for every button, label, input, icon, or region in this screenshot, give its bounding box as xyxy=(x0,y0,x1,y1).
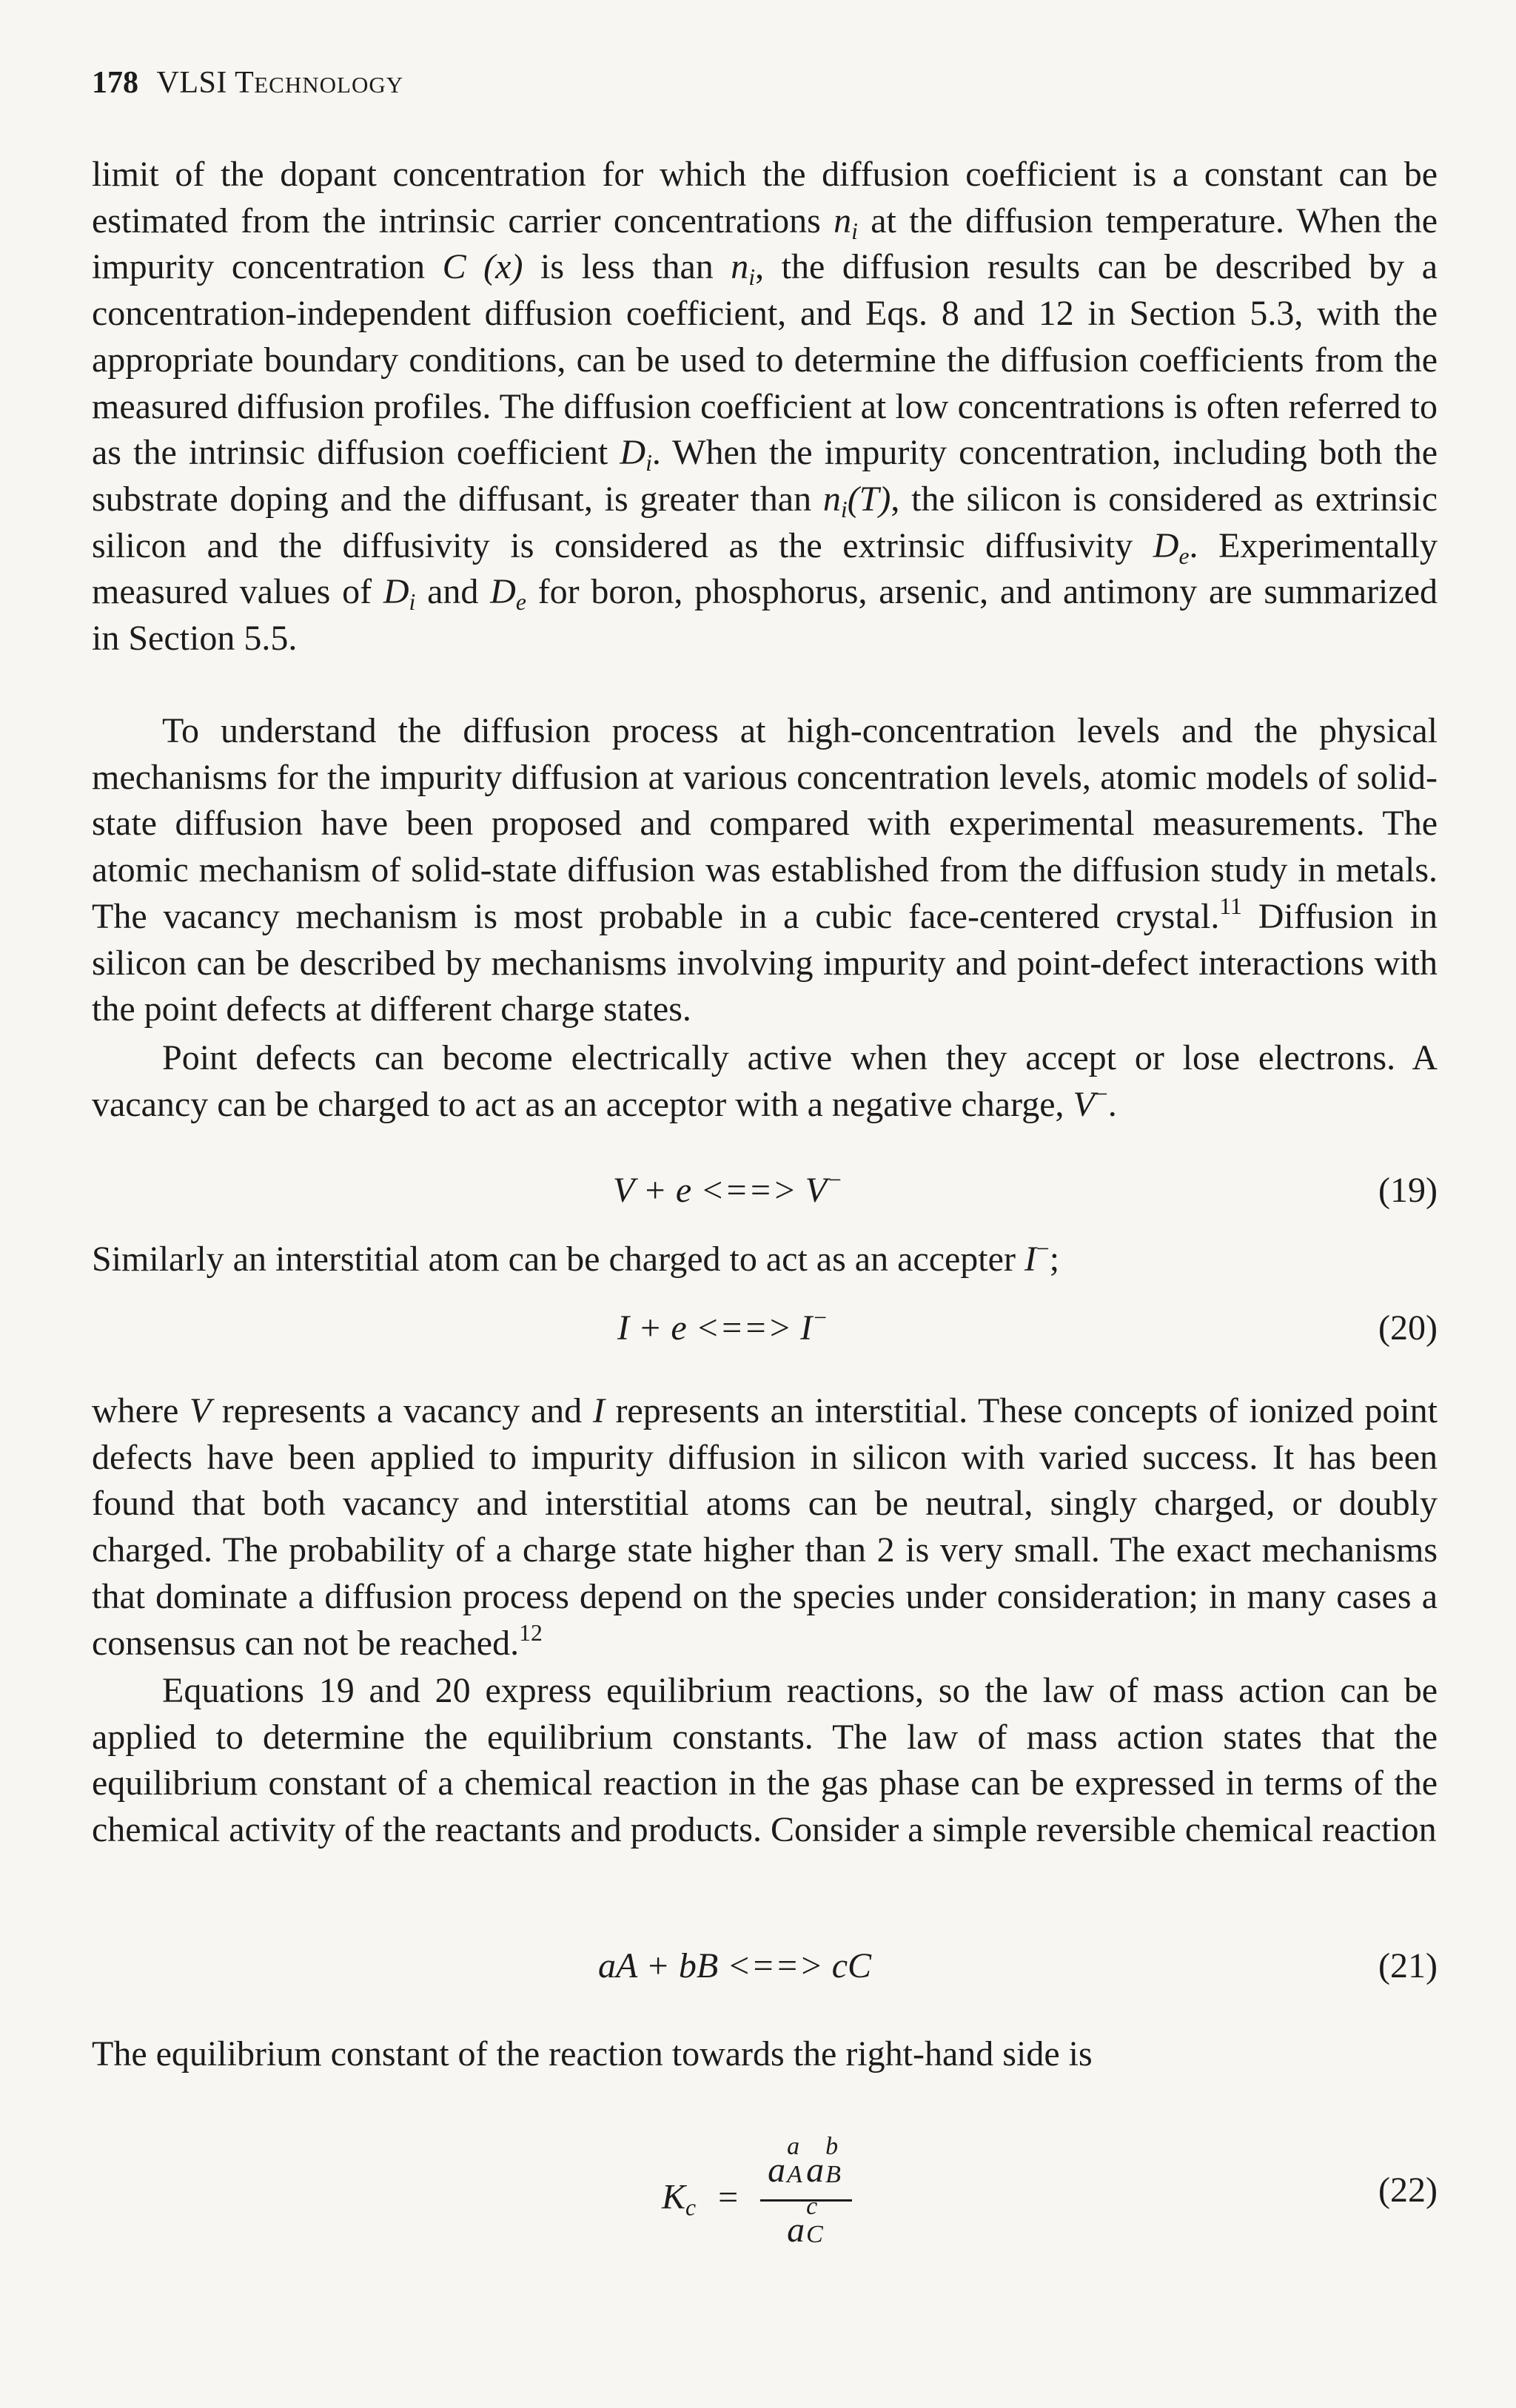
equation-number: (22) xyxy=(1378,2170,1438,2210)
running-title: VLSI TECHNOLOGY xyxy=(156,66,404,100)
paragraph-intrinsic-diffusion: limit of the dopant concentration for which the diffusion coefficient is a constant can be estimated from the intrinsic carrier concentrations $n_i$ at the diffusion temperature. When the impurity concentration C (x) is less than $n_i$, the diffusion results can be described by a concentration-independent diffusion coefficient, and Eqs. 8 and 12 in Section 5.3, with the appropriate boundary conditions, can be used to determine the diffusion coefficients from the measured diffusion profiles. The diffusion coefficient at low concentrations is often referred to as the intrinsic diffusion coefficient $D_i$. When the impurity concentration, including both the substrate doping and the diffusant, is greater than $n_i(T)$, the silicon is considered as extrinsic silicon and the diffusivity is considered as the extrinsic diffusivity $D_e$. Experimentally measured values of $D_i$ and $D_e$ for boron, phosphorus, arsenic, and antimony are summarized in Section 5.5. xyxy=(92,155,1438,659)
equation-19: V + e <==> V− (19) xyxy=(92,1168,1438,1214)
paragraph-point-defects: Point defects can become electrically active when they accept or lose electrons. A vacancy can be charged to act as an acceptor with a negative charge, V−. xyxy=(92,1038,1438,1124)
running-header xyxy=(92,62,403,106)
paragraph-atomic-models: To understand the diffusion process at high-concentration levels and the physical mechanisms for the impurity diffusion at various concentration levels, atomic models of solid-state diffusion have been proposed and compared with experimental measurements. The atomic mechanism of solid-state diffusion was established from the diffusion study in metals. The vacancy mechanism is most probable in a cubic face-centered crystal.$^{11}$ Diffusion in silicon can be described by mechanisms involving impurity and point-defect interactions with the point defects at different charge states. xyxy=(92,711,1438,1029)
denominator: a c C xyxy=(787,2193,823,2250)
page-number: 178 xyxy=(92,66,138,100)
equation-number: (21) xyxy=(1378,1946,1438,1985)
reference-11: 11 xyxy=(1219,892,1242,919)
equation-number: (20) xyxy=(1378,1308,1438,1348)
fraction xyxy=(760,2133,852,2255)
paragraph-interstitial: Similarly an interstitial atom can be charged to act as an accepter I−; xyxy=(92,1236,1060,1279)
numerator: a a A a b B xyxy=(760,2146,852,2202)
equation-20: I + e <==> I− (20) xyxy=(92,1305,1438,1351)
paragraph-ionized-defects: where V represents a vacancy and I represents an interstitial. These concepts of ionized point defects have been applied to impurity diffusion in silicon with varied success. It has been found that both vacancy and interstitial atoms can be neutral, singly charged, or doubly charged. The probability of a charge state higher than 2 is very small. The exact mechanisms that dominate a diffusion process depend on the species under consideration; in many cases a consensus can not be reached.$^{12}$ xyxy=(92,1391,1438,1663)
equation-number: (19) xyxy=(1378,1171,1438,1210)
equation-21: aA + bB <==> cC (21) xyxy=(92,1943,1438,1989)
reference-12: 12 xyxy=(519,1619,543,1646)
paragraph-equilibrium-constant: The equilibrium constant of the reaction towards the right-hand side is xyxy=(92,2034,1093,2074)
equation-22: $K_c$ = a a A a b B a c C (22) xyxy=(92,2146,1438,2235)
paragraph-mass-action: Equations 19 and 20 express equilibrium reactions, so the law of mass action can be applied to determine the equilibrium constants. The law of mass action states that the equilibrium constant of a chemical reaction in the gas phase can be expressed in terms of the chemical activity of the reactants and products. Consider a simple reversible chemical reaction xyxy=(92,1671,1438,1850)
